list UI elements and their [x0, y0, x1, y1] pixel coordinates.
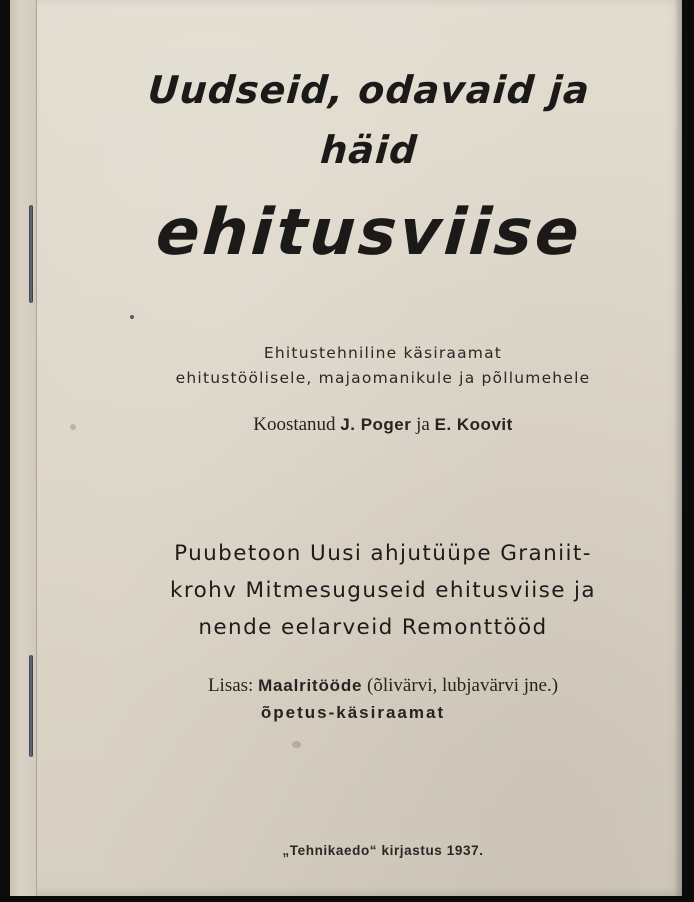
paper-stain: [292, 741, 301, 748]
topics-line-2: krohv Mitmesuguseid ehitusviise ja: [169, 578, 597, 603]
supplement-line: [60, 675, 694, 697]
supplement-title: Maalritööde: [258, 676, 363, 695]
title-line-3: ehitusviise: [153, 196, 585, 270]
subtitle-line-2: ehitustöölisele, majaomanikule ja põllumehele: [175, 369, 591, 387]
authors-prefix: Koostanud: [253, 414, 336, 435]
publisher-imprint: „Tehnikaedo“ kirjastus 1937.: [282, 843, 484, 858]
author-1: J. Poger: [340, 415, 412, 434]
supplement-label: Lisas:: [207, 675, 254, 696]
cover-page: [10, 0, 682, 896]
staple-top: [29, 205, 33, 303]
authors-line: [60, 414, 694, 436]
title-line-1: Uudseid, odavaid ja: [146, 68, 592, 112]
title-line-2: häid: [318, 128, 419, 172]
authors-conjunction: ja: [416, 414, 430, 435]
subtitle-line-1: Ehitustehniline käsiraamat: [263, 344, 503, 362]
book-spine: [10, 0, 37, 896]
paper-stain: [130, 315, 134, 319]
topics-line-3: nende eelarveid Remonttööd: [198, 615, 548, 640]
topics-line-1: Puubetoon Uusi ahjutüüpe Graniit-: [174, 541, 592, 566]
supplement-line-2: õpetus-käsiraamat: [260, 703, 446, 722]
author-2: E. Koovit: [434, 415, 513, 434]
supplement-paren: (õlivärvi, lubjavärvi jne.): [367, 675, 559, 696]
